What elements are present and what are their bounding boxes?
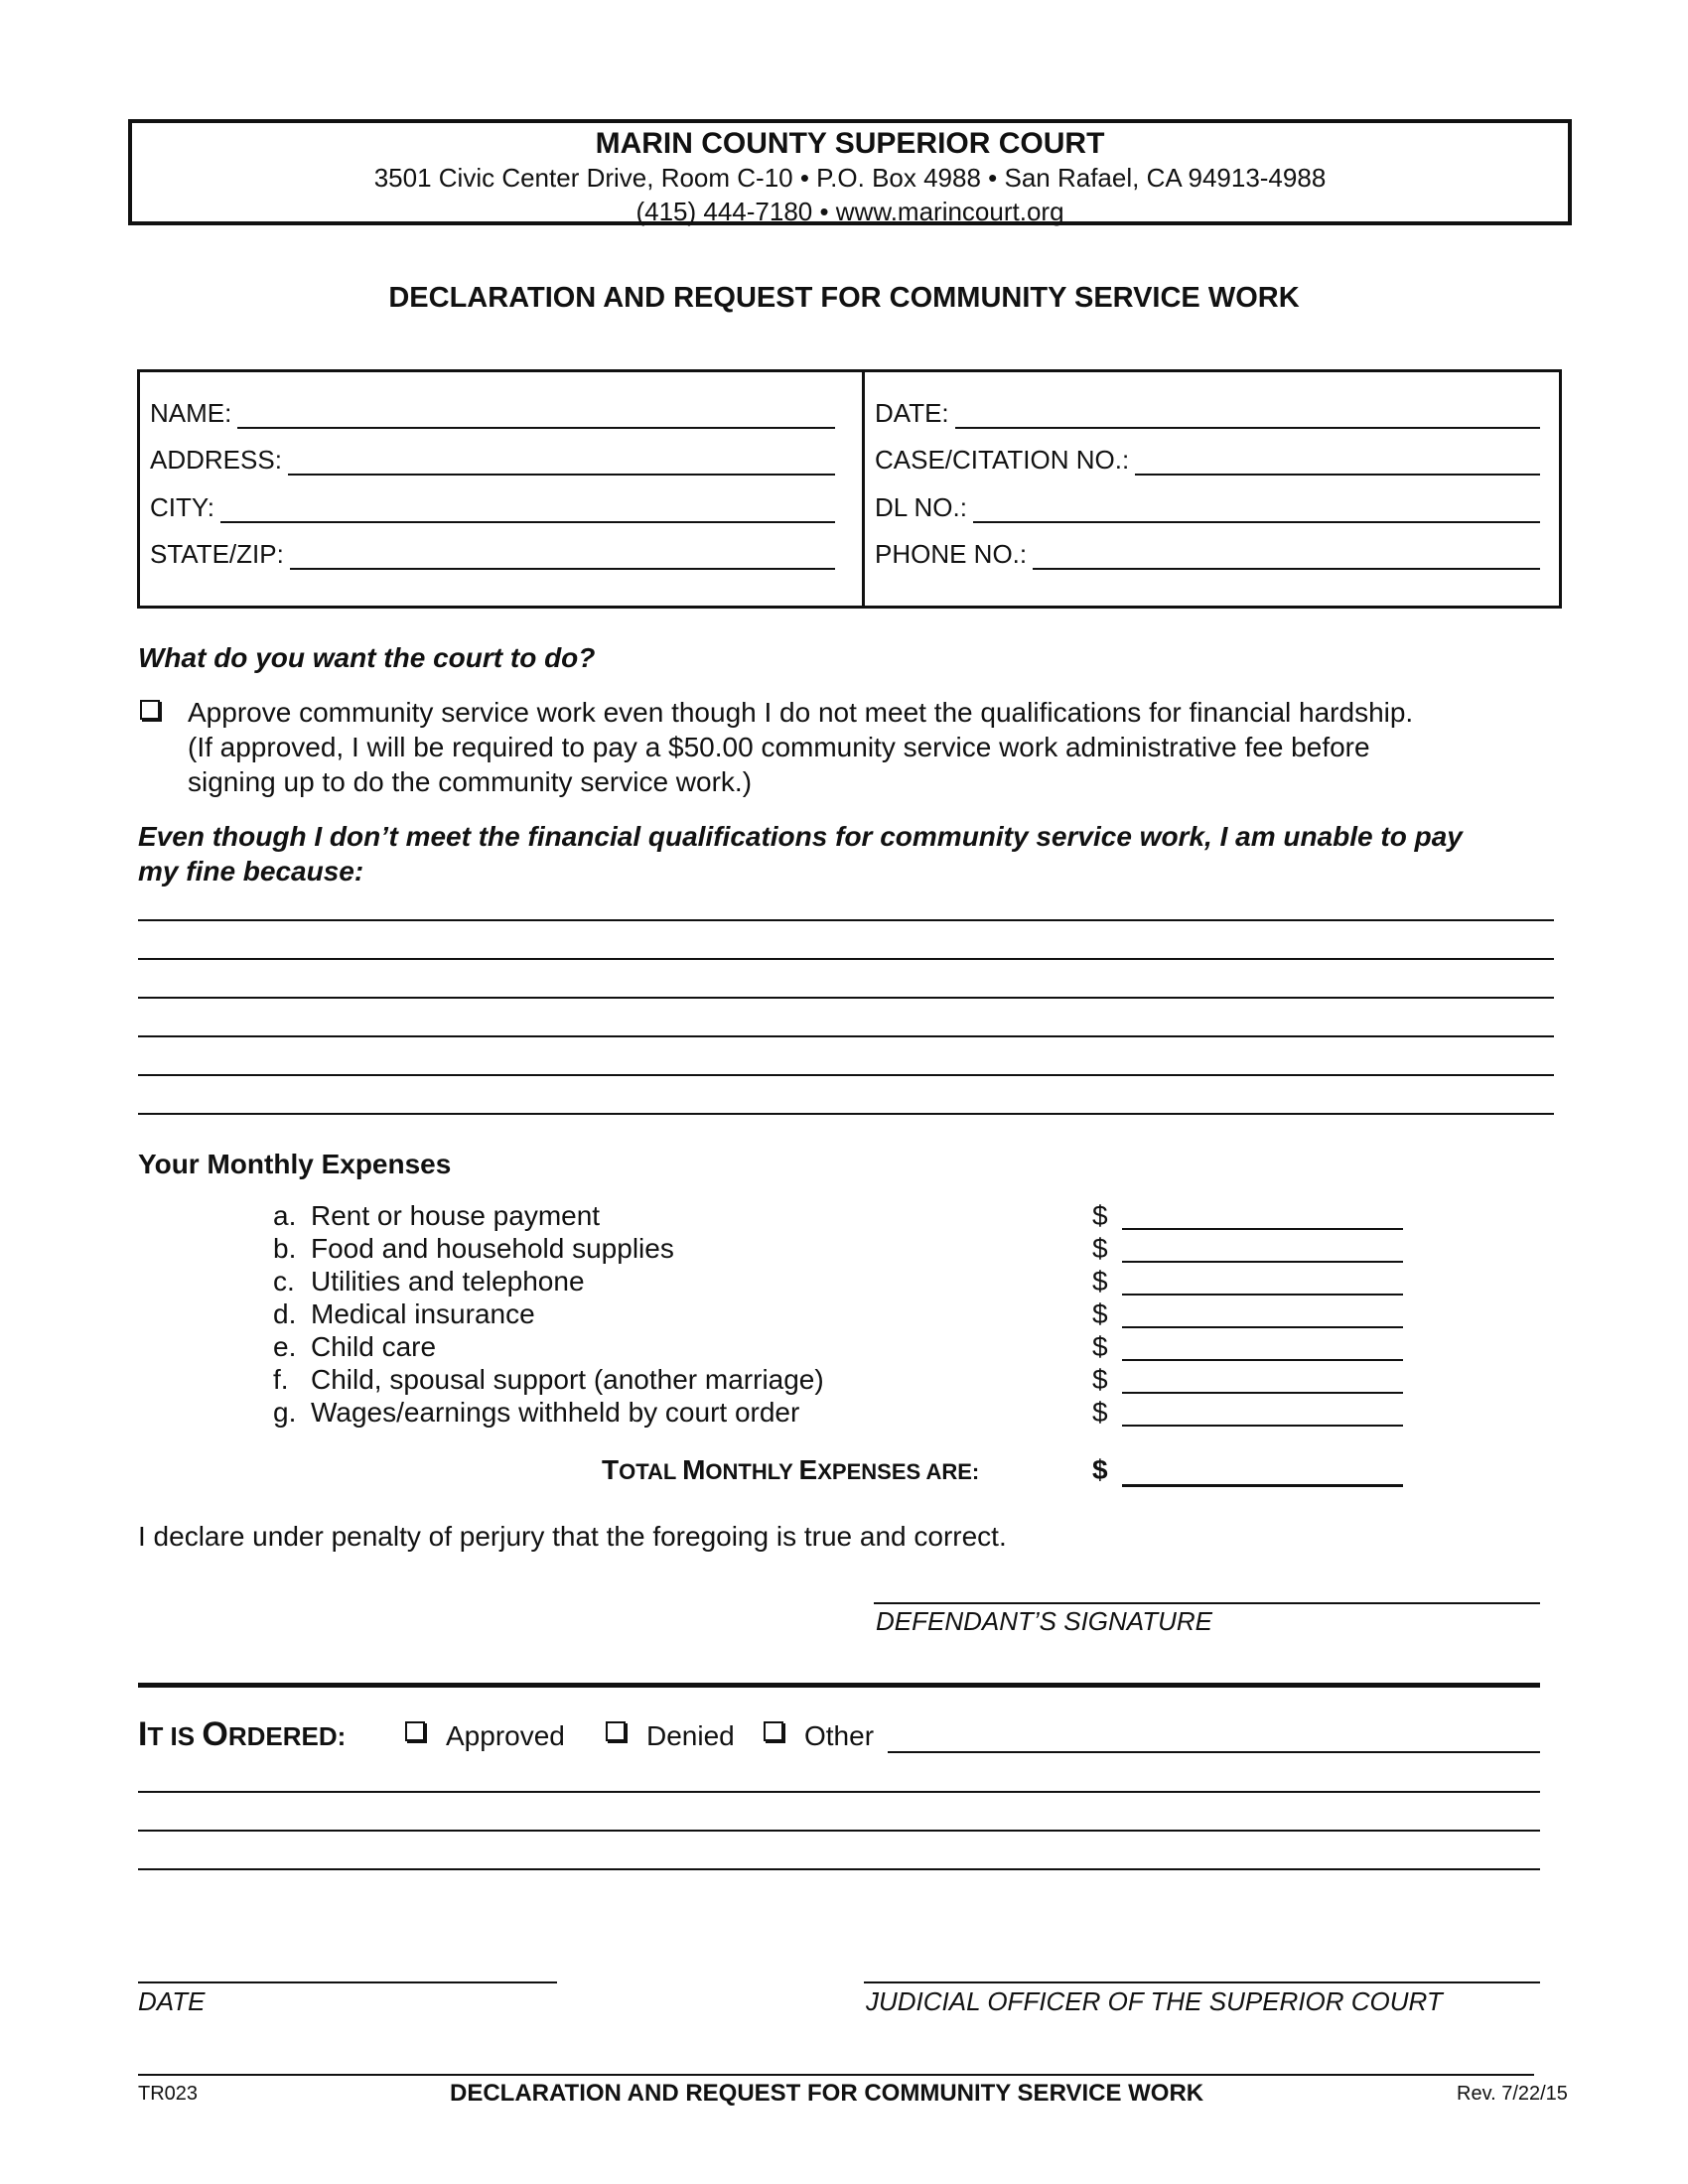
reason-line[interactable] [138,1035,1554,1037]
dl-no-label: DL NO.: [875,492,967,522]
court-address: 3501 Civic Center Drive, Room C-10 • P.O. Box 4988 • San Rafael, CA 94913-4988 [373,163,1327,193]
expense-item-e [273,1331,436,1363]
expense-label: Child, spousal support (another marriage) [311,1364,824,1395]
other-checkbox[interactable] [764,1721,783,1741]
approve-option-line-1: Approve community service work even though I do not meet the qualifications for financial hardship. [188,697,1414,728]
order-heading: IT IS ORDERED: [138,1715,347,1753]
expense-letter: f. [273,1364,289,1395]
case-citation-field[interactable] [875,445,1540,476]
address-field[interactable] [150,445,835,476]
city-line[interactable] [220,495,835,523]
approve-option-line-2: (If approved, I will be required to pay a $50.00 community service work administrative fee before [188,732,1370,762]
name-label: NAME: [150,398,232,428]
expense-item-c [273,1266,585,1297]
expense-amount-b[interactable] [1122,1259,1403,1263]
case-citation-label: CASE/CITATION NO.: [875,445,1130,475]
dl-no-line[interactable] [973,495,1540,523]
expense-letter: c. [273,1266,295,1297]
date-signature-line[interactable] [138,1981,557,1983]
footer-rule [138,2074,1534,2076]
order-line[interactable] [138,1791,1540,1793]
expense-amount-e[interactable] [1122,1357,1403,1361]
reason-line[interactable] [138,1113,1554,1115]
expense-label: Rent or house payment [311,1200,601,1231]
checkbox-icon [140,700,160,720]
defendant-signature-caption: DEFENDANT’S SIGNATURE [876,1606,1212,1636]
checkbox-icon [606,1721,626,1741]
phone-no-label: PHONE NO.: [875,539,1028,569]
reason-prompt-line-1: Even though I don’t meet the financial qualifications for community service work, I am unable to pay [138,821,1463,852]
total-expenses-amount[interactable] [1122,1482,1403,1487]
order-line[interactable] [138,1830,1540,1832]
revision-date: Rev. 7/22/15 [1457,2083,1568,2105]
date-label: DATE: [875,398,949,428]
declaration-text: I declare under penalty of perjury that the foregoing is true and correct. [138,1521,1007,1552]
expense-item-f [273,1364,824,1396]
court-name: MARIN COUNTY SUPERIOR COURT [595,127,1105,160]
phone-no-line[interactable] [1033,542,1540,570]
reason-prompt-line-2: my fine because: [138,856,364,887]
city-label: CITY: [150,492,215,522]
expense-letter: d. [273,1298,297,1329]
expenses-heading: Your Monthly Expenses [138,1149,452,1179]
reason-line[interactable] [138,958,1554,960]
name-field[interactable] [150,398,835,429]
checkbox-icon [764,1721,783,1741]
footer-title: DECLARATION AND REQUEST FOR COMMUNITY SERVICE WORK [450,2080,1204,2107]
document-title: DECLARATION AND REQUEST FOR COMMUNITY SERVICE WORK [388,282,1300,314]
section-divider [138,1683,1540,1688]
expense-amount-d[interactable] [1122,1324,1403,1328]
state-zip-line[interactable] [290,542,835,570]
name-line[interactable] [237,401,835,429]
question-heading: What do you want the court to do? [138,642,596,673]
dl-no-field[interactable] [875,492,1540,523]
defendant-signature-line[interactable] [874,1602,1540,1604]
other-line[interactable] [888,1751,1540,1753]
form-id: TR023 [138,2083,199,2105]
total-expenses-label: TOTAL MONTHLY EXPENSES ARE: [602,1454,980,1485]
state-zip-field[interactable] [150,539,835,570]
expense-label: Child care [311,1331,437,1362]
dollar-sign: $ [1092,1266,1108,1297]
expense-label: Medical insurance [311,1298,535,1329]
dollar-sign: $ [1092,1397,1108,1428]
approve-option-text [188,695,1578,799]
reason-line[interactable] [138,1074,1554,1076]
judicial-officer-caption: JUDICIAL OFFICER OF THE SUPERIOR COURT [866,1986,1443,2016]
phone-no-field[interactable] [875,539,1540,570]
state-zip-label: STATE/ZIP: [150,539,284,569]
reason-line[interactable] [138,997,1554,999]
expense-letter: a. [273,1200,297,1231]
date-line[interactable] [955,401,1540,429]
city-field[interactable] [150,492,835,523]
expense-item-d [273,1298,535,1330]
court-header [128,119,1572,225]
expense-letter: g. [273,1397,297,1428]
expense-item-g [273,1397,799,1429]
address-label: ADDRESS: [150,445,282,475]
approve-option-line-3: signing up to do the community service work.) [188,766,753,797]
denied-checkbox[interactable] [606,1721,626,1741]
other-label: Other [804,1720,875,1751]
expense-amount-c[interactable] [1122,1292,1403,1296]
expense-label: Food and household supplies [311,1233,674,1264]
date-field[interactable] [875,398,1540,429]
expense-item-a [273,1200,600,1232]
dollar-sign: $ [1092,1364,1108,1395]
dollar-sign: $ [1092,1298,1108,1329]
reason-line[interactable] [138,919,1554,921]
checkbox-icon [405,1721,425,1741]
dollar-sign: $ [1092,1233,1108,1264]
expense-amount-g[interactable] [1122,1423,1403,1427]
date-caption: DATE [138,1986,206,2016]
dollar-sign: $ [1092,1200,1108,1231]
approved-label: Approved [446,1720,565,1751]
denied-label: Denied [646,1720,735,1751]
expense-label: Wages/earnings withheld by court order [311,1397,800,1428]
info-divider [862,369,865,609]
order-line[interactable] [138,1868,1540,1870]
expense-amount-f[interactable] [1122,1390,1403,1394]
dollar-sign: $ [1092,1454,1108,1485]
approved-checkbox[interactable] [405,1721,425,1741]
approve-checkbox[interactable] [140,700,160,720]
expense-amount-a[interactable] [1122,1226,1403,1230]
reason-prompt [138,819,1588,888]
court-contact: (415) 444-7180 • www.marincourt.org [635,197,1064,226]
dollar-sign: $ [1092,1331,1108,1362]
expense-label: Utilities and telephone [311,1266,585,1297]
case-citation-line[interactable] [1135,448,1540,476]
expense-item-b [273,1233,674,1265]
expense-letter: b. [273,1233,297,1264]
judicial-officer-line[interactable] [864,1981,1540,1983]
expense-letter: e. [273,1331,297,1362]
address-line[interactable] [288,448,835,476]
